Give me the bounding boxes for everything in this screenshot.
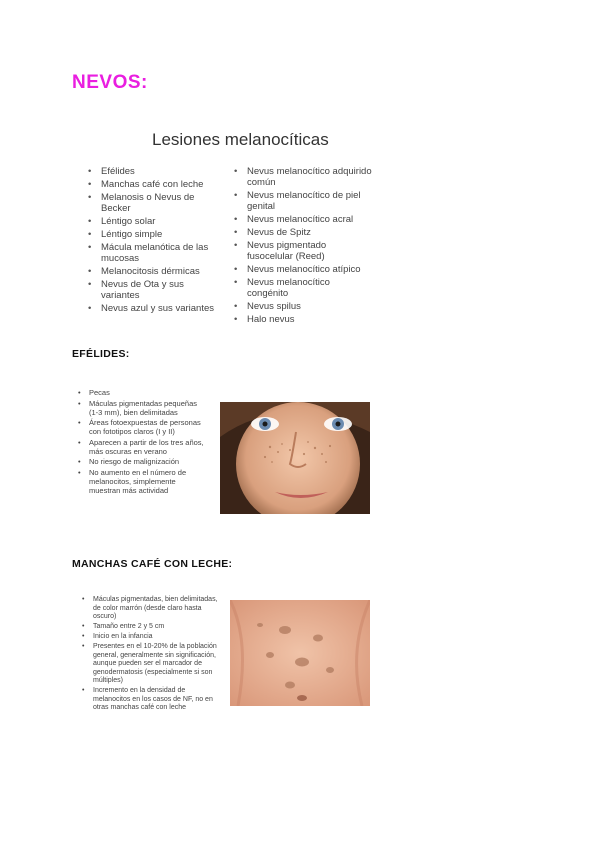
list-item: • Áreas fotoexpuestas de personas con fototipos claros (I y II) [78, 418, 208, 436]
list-item: • Nevus spilus [234, 301, 372, 312]
list-item: • Pecas [78, 388, 208, 397]
manchas-heading: MANCHAS CAFÉ CON LECHE: [72, 558, 233, 570]
lesions-right-list [234, 166, 372, 327]
cafe-au-lait-skin-photo [230, 600, 370, 706]
efelides-heading: EFÉLIDES: [72, 348, 130, 360]
list-item: • Presentes en el 10-20% de la población general, generalmente sin significación, aunque pueden ser el marcador de genodermatosis (especialmente si son múltiples) [82, 643, 222, 686]
list-item: • No aumento en el número de melanocitos, simplemente muestran más actividad [78, 468, 208, 495]
list-item: • Nevus de Ota y sus variantes [88, 279, 216, 301]
list-item: • Nevus melanocítico acral [234, 214, 372, 225]
list-item: • Léntigo solar [88, 216, 216, 227]
efelides-list [78, 388, 208, 496]
list-item: • Efélides [88, 166, 216, 177]
list-item: • Tamaño entre 2 y 5 cm [82, 623, 222, 632]
slide-heading: Lesiones melanocíticas [152, 130, 329, 149]
list-item: • Nevus melanocítico congénito [234, 277, 372, 299]
list-item: • Melanocitosis dérmicas [88, 266, 216, 277]
list-item: • Nevus de Spitz [234, 227, 372, 238]
manchas-list [82, 596, 222, 714]
lesions-left-list [88, 166, 216, 316]
list-item: • Mácula melanótica de las mucosas [88, 242, 216, 264]
list-item: • Máculas pigmentadas, bien delimitadas, de color marrón (desde claro hasta oscuro) [82, 596, 222, 622]
freckled-face-photo [220, 402, 370, 514]
list-item: • Léntigo simple [88, 229, 216, 240]
list-item: • Manchas café con leche [88, 179, 216, 190]
list-item: • Nevus azul y sus variantes [88, 303, 216, 314]
list-item: • Melanosis o Nevus de Becker [88, 192, 216, 214]
list-item: • Máculas pigmentadas pequeñas (1-3 mm), bien delimitadas [78, 399, 208, 417]
list-item: • Incremento en la densidad de melanocitos en los casos de NF, no en otras manchas café con leche [82, 687, 222, 713]
list-item: • Nevus melanocítico adquirido común [234, 166, 372, 188]
list-item: • Aparecen a partir de los tres años, más oscuras en verano [78, 438, 208, 456]
list-item: • Inicio en la infancia [82, 633, 222, 642]
list-item: • Halo nevus [234, 314, 372, 325]
page-title: NEVOS: [72, 72, 148, 93]
list-item: • No riesgo de malignización [78, 457, 208, 466]
list-item: • Nevus melanocítico de piel genital [234, 190, 372, 212]
list-item: • Nevus melanocítico atípico [234, 264, 372, 275]
list-item: • Nevus pigmentado fusocelular (Reed) [234, 240, 372, 262]
